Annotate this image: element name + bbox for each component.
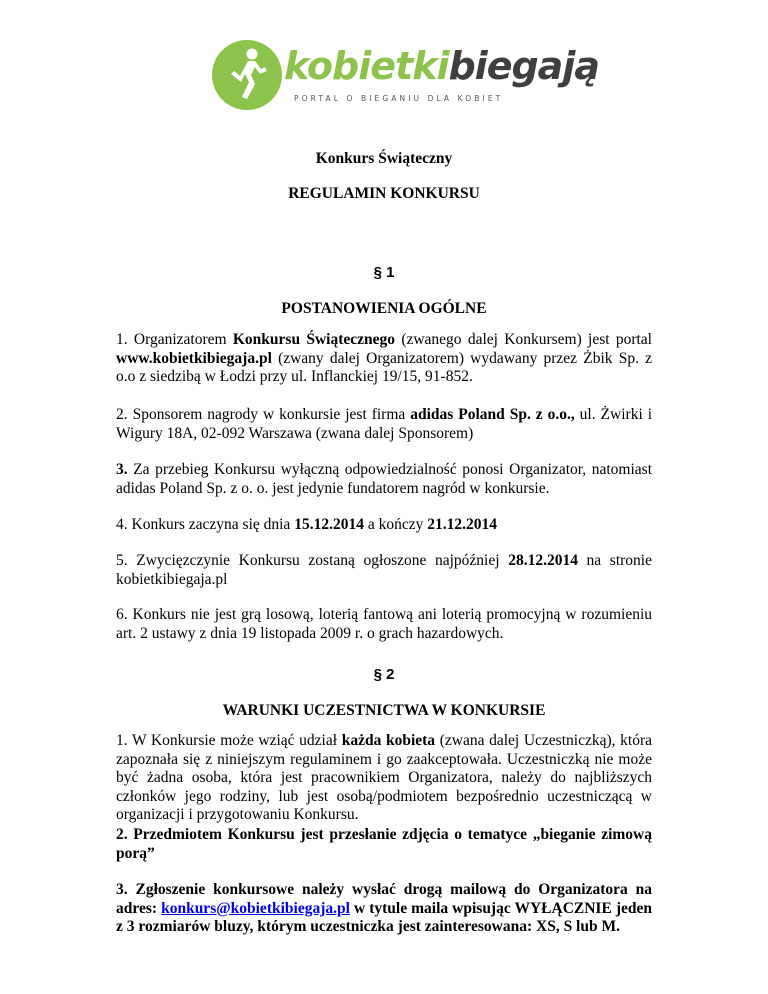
s1-paragraph-1: [116, 331, 652, 387]
s2-p2-subject: Przedmiotem Konkursu jest przesłanie zdjęcia o tematyce „bieganie zimową porą”: [116, 826, 652, 862]
document-title: Konkurs Świąteczny: [315, 150, 453, 167]
s1-p3-number: 3.: [116, 461, 128, 478]
runner-logo-icon: [212, 40, 282, 110]
s1-p4-start-date: 15.12.2014: [294, 516, 364, 533]
s1-p1-contest-name: Konkursu Świątecznego: [232, 331, 396, 348]
s2-p1-text-c: (zwana dalej Uczestniczką), która zapoznała się z niniejszym regulaminem i go zaakceptowała. Uczestniczką nie może być żadna osoba, która jest pracownikiem Organizatora, należy do najbliższych członków jego rodziny, lub jest osobą/podmiotem bezpośrednio uczestniczącą w organizacji i przygotowaniu Konkursu.: [116, 732, 652, 823]
section-2-number: § 2: [373, 666, 395, 683]
s1-p4-end-date: 21.12.2014: [427, 516, 497, 533]
logo-wordmark: [284, 44, 599, 88]
logo: [212, 40, 599, 112]
s1-p4-text-c: a kończy: [363, 516, 428, 533]
s1-paragraph-2: [116, 406, 652, 443]
s1-p4-text-a: 4. Konkurs zaczyna się dnia: [116, 516, 295, 533]
s2-paragraph-2: [116, 826, 652, 863]
s2-p3-text-c: w tytule maila wpisując WYŁĄCZNIE jeden z 3 rozmiarów bluzy, którym uczestniczka jest zainteresowana: XS, S lub M.: [116, 899, 652, 935]
s1-paragraph-3: [116, 461, 652, 498]
s1-p1-text-c: (zwanego dalej Konkursem) jest portal: [395, 331, 652, 348]
s1-p2-text-a: 2. Sponsorem nagrody w konkursie jest firma: [116, 406, 411, 423]
s1-p2-sponsor: adidas Poland Sp. z o.o.,: [410, 406, 575, 423]
s2-paragraph-3: [116, 881, 652, 937]
s2-p1-text-a: 1. W Konkursie może wziąć udział: [116, 732, 342, 749]
logo-word-2: biegają: [448, 44, 599, 88]
s1-p2-text-c: ul. Żwirki i Wigury 18A, 02-092 Warszawa (zwana dalej Sponsorem): [116, 406, 652, 442]
document-subtitle: REGULAMIN KONKURSU: [288, 185, 480, 202]
s1-p5-text-a: 5. Zwycięzczynie Konkursu zostaną ogłoszone najpóźniej: [116, 552, 509, 569]
s1-p1-website: www.kobietkibiegaja.pl: [116, 349, 272, 367]
s1-paragraph-4: [116, 516, 652, 535]
logo-tagline: PORTAL O BIEGANIU DLA KOBIET: [294, 94, 504, 103]
s1-p5-text-c: na stronie kobietkibiegaja.pl: [116, 552, 652, 588]
logo-word-1: kobietki: [284, 44, 449, 88]
s2-p2-number: 2.: [116, 826, 134, 843]
s2-p3-text-a: 3. Zgłoszenie konkursowe należy wysłać drogą mailową do Organizatora na adres:: [116, 881, 652, 917]
s1-p1-text-a: 1. Organizatorem: [116, 331, 233, 348]
s1-paragraph-5: [116, 552, 652, 589]
s1-p1-text-e: (zwany dalej Organizatorem) wydawany przez Żbik Sp. z o.o z siedzibą w Łodzi przy ul. Inflanckiej 19/15, 91-852.: [116, 349, 652, 385]
section-1-number: § 1: [373, 264, 395, 281]
s2-p1-every-woman: każda kobieta: [341, 732, 436, 749]
s1-p5-date: 28.12.2014: [508, 552, 578, 569]
section-2-heading: WARUNKI UCZESTNICTWA W KONKURSIE: [222, 702, 546, 719]
s2-paragraph-1: [116, 732, 652, 825]
s1-paragraph-6: 6. Konkurs nie jest grą losową, loterią fantową ani loterią promocyjną w rozumieniu art. 2 ustawy z dnia 19 listopada 2009 r. o grach hazardowych.: [116, 606, 652, 642]
section-1-heading: POSTANOWIENIA OGÓLNE: [281, 300, 487, 317]
s1-p3-text: Za przebieg Konkursu wyłączną odpowiedzialność ponosi Organizator, natomiast adidas Poland Sp. z o. o. jest jedynie fundatorem nagród w konkursie.: [116, 461, 652, 497]
contest-email-link[interactable]: konkurs@kobietkibiegaja.pl: [161, 899, 350, 917]
